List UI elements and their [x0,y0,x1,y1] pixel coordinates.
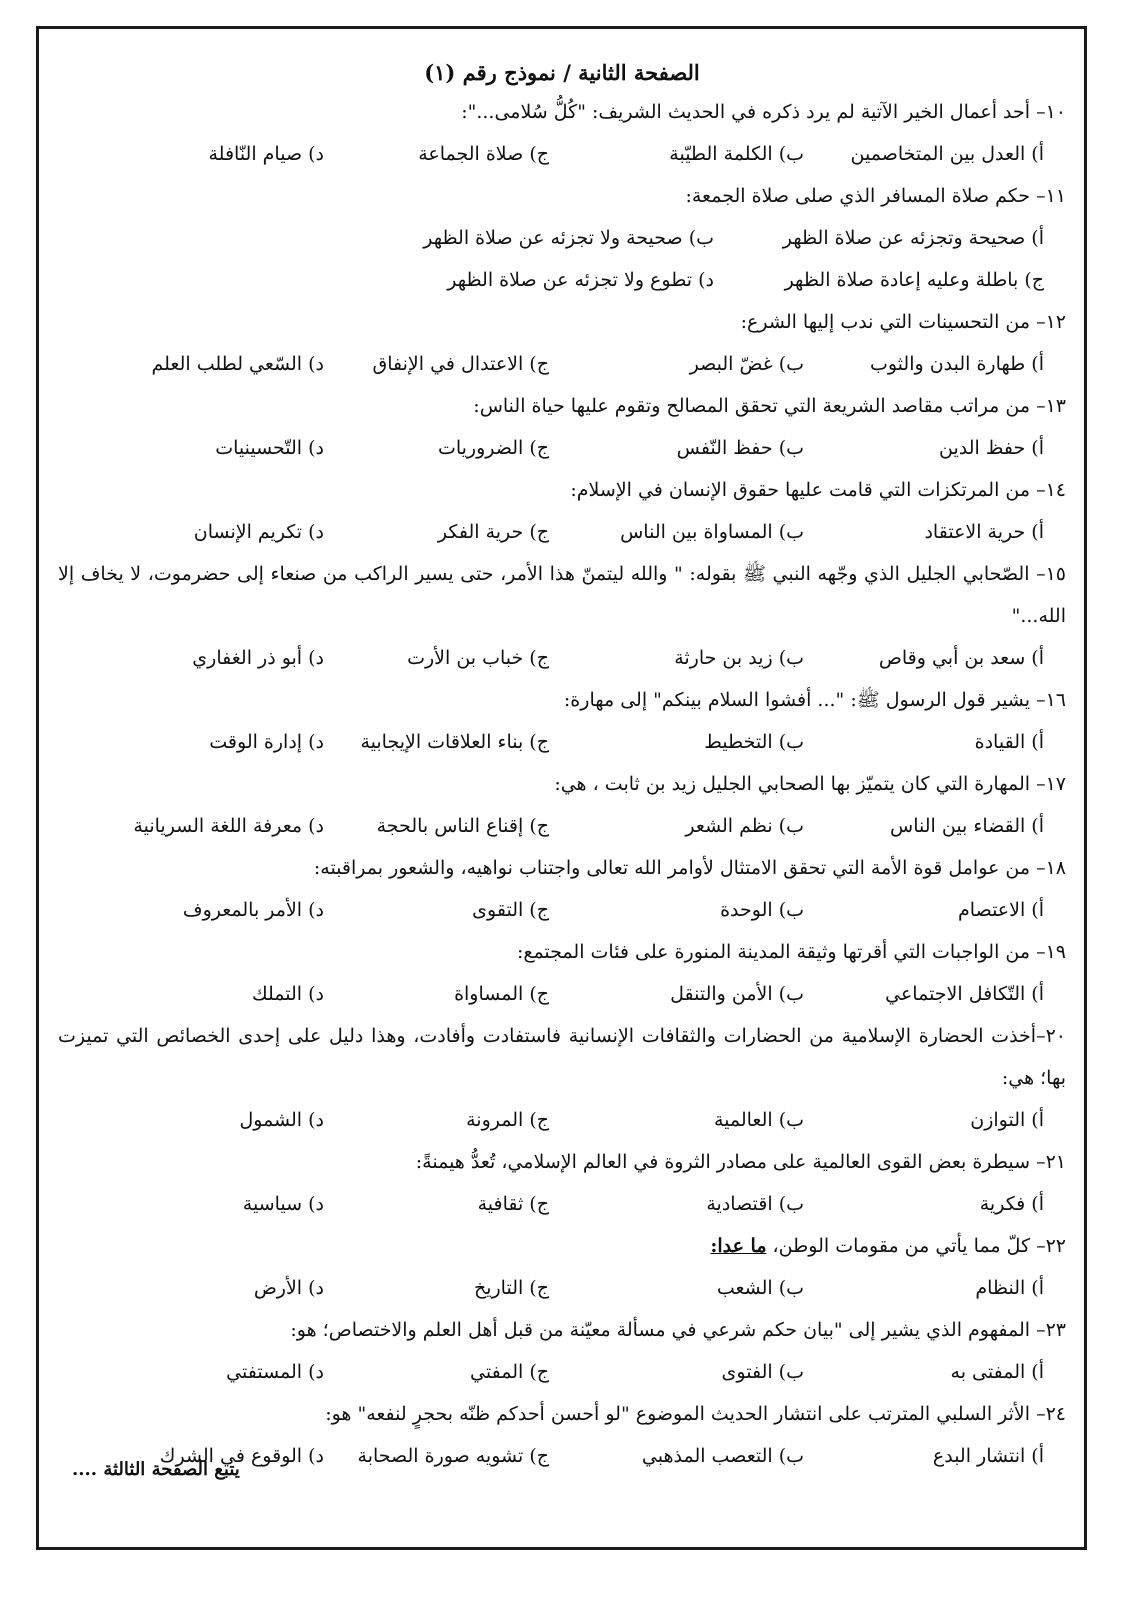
option-c: ج) التقوى [472,899,549,921]
options-q16 [58,721,1066,763]
option-d: د) سياسية [242,1193,324,1215]
option-a: أ) فكرية [979,1193,1044,1215]
options-q14 [58,511,1066,553]
option-d: د) السّعي لطلب العلم [151,353,324,375]
options-q15 [58,637,1066,679]
question-15: ١٥– الصّحابي الجليل الذي وجّهه النبي ﷺ بقوله: " والله ليتمنّ هذا الأمر، حتى يسير الراكب من صنعاء إلى حضرموت، لا يخاف إلا الله..." [58,563,1066,627]
option-c: ج) المفتي [470,1361,549,1383]
question-23: ٢٣– المفهوم الذي يشير إلى "بيان حكم شرعي في مسألة معيّنة من قبل أهل العلم والاختصاص؛ هو: [290,1319,1066,1341]
option-b: ب) التعصب المذهبي [641,1445,804,1467]
option-b: ب) الوحدة [720,899,804,921]
option-b: ب) الفتوى [721,1361,804,1383]
options-q21 [58,1183,1066,1225]
options-q23 [58,1351,1066,1393]
options-q18 [58,889,1066,931]
option-d: د) تكريم الإنسان [193,521,324,543]
question-22-text: ٢٢– كلّ مما يأتي من مقومات الوطن، [772,1235,1066,1257]
question-21: ٢١– سيطرة بعض القوى العالمية على مصادر الثروة في العالم الإسلامي، تُعدُّ هيمنةً: [415,1151,1066,1173]
question-10: ١٠– أحد أعمال الخير الآتية لم يرد ذكره في الحديث الشريف: "كُلُّ سُلامى...": [461,101,1066,123]
option-a: أ) انتشار البدع [932,1445,1044,1467]
option-b: ب) اقتصادية [706,1193,804,1215]
option-d: د) الوقوع في الشرك [159,1445,324,1467]
option-c: ج) خباب بن الأرت [407,647,549,669]
option-b: ب) الشعب [716,1277,804,1299]
option-c: ج) ثقافية [477,1193,549,1215]
option-b: ب) غضّ البصر [689,353,804,375]
option-b: ب) زيد بن حارثة [674,647,804,669]
option-c: ج) حرية الفكر [437,521,549,543]
option-b: ب) الكلمة الطيّبة [669,143,804,165]
option-c: ج) المرونة [466,1109,549,1131]
question-22 [58,1225,1066,1267]
option-d: د) صيام النّافلة [208,143,324,165]
options-q11-row2 [58,259,1066,301]
option-b: ب) حفظ النّفس [676,437,804,459]
question-14: ١٤– من المرتكزات التي قامت عليها حقوق الإنسان في الإسلام: [570,479,1066,501]
option-a: أ) الاعتصام [958,899,1044,921]
options-q11-row1 [58,217,1066,259]
option-d: د) المستفتي [226,1361,324,1383]
option-d: د) أبو ذر الغفاري [192,647,324,669]
question-16: ١٦– يشير قول الرسول ﷺ: "... أفشوا السلام بينكم" إلى مهارة: [563,689,1066,711]
option-b: ب) المساواة بين الناس [620,521,804,543]
option-a: أ) سعد بن أبي وقاص [878,647,1044,669]
option-a: أ) المفتى به [950,1361,1044,1383]
option-a: أ) حرية الاعتقاد [924,521,1044,543]
option-c: ج) بناء العلاقات الإيجابية [360,731,549,753]
option-b: ب) نظم الشعر [685,815,804,837]
option-c: ج) باطلة وعليه إعادة صلاة الظهر [784,269,1044,291]
option-b: ب) التخطيط [704,731,804,753]
option-a: أ) التوازن [970,1109,1044,1131]
exam-content [58,55,1066,1477]
question-17: ١٧– المهارة التي كان يتميّز بها الصحابي الجليل زيد بن ثابت ، هي: [554,773,1066,795]
options-q10 [58,133,1066,175]
option-d: د) تطوع ولا تجزئه عن صلاة الظهر [447,269,714,291]
continue-note: يتبع الصفحة الثالثة .... [72,1459,240,1480]
options-q22 [58,1267,1066,1309]
option-d: د) الأرض [253,1277,324,1299]
question-18: ١٨– من عوامل قوة الأمة التي تحقق الامتثال لأوامر الله تعالى واجتناب نواهيه، والشعور بمراقبته: [313,857,1066,879]
option-d: د) الأمر بالمعروف [182,899,324,921]
option-a: أ) التّكافل الاجتماعي [885,983,1044,1005]
option-a: أ) صحيحة وتجزئه عن صلاة الظهر [782,227,1044,249]
option-d: د) إدارة الوقت [209,731,324,753]
question-11: ١١– حكم صلاة المسافر الذي صلى صلاة الجمعة: [685,185,1066,207]
option-c: ج) إقناع الناس بالحجة [376,815,549,837]
option-a: أ) القيادة [974,731,1044,753]
option-d: د) التملك [251,983,324,1005]
option-a: أ) العدل بين المتخاصمين [850,143,1044,165]
footer-container [72,1452,240,1488]
option-c: ج) صلاة الجماعة [418,143,549,165]
option-a: أ) طهارة البدن والثوب [869,353,1044,375]
option-c: ج) الضروريات [437,437,549,459]
question-12: ١٢– من التحسينات التي ندب إليها الشرع: [740,311,1066,333]
option-d: د) التّحسينيات [215,437,324,459]
option-a: أ) النظام [975,1277,1044,1299]
options-q13 [58,427,1066,469]
page-title: الصفحة الثانية / نموذج رقم (١) [424,60,700,85]
option-c: ج) تشويه صورة الصحابة [357,1445,549,1467]
option-a: أ) القضاء بين الناس [890,815,1044,837]
option-d: د) الشمول [239,1109,324,1131]
options-q19 [58,973,1066,1015]
option-c: ج) الاعتدال في الإنفاق [372,353,549,375]
question-20: ٢٠–أخذت الحضارة الإسلامية من الحضارات والثقافات الإنسانية فاستفادت وأفادت، وهذا دليل على إحدى الخصائص التي تميزت بها؛ هي: [58,1025,1066,1089]
option-c: ج) التاريخ [473,1277,549,1299]
option-b: ب) الأمن والتنقل [670,983,804,1005]
option-a: أ) حفظ الدين [939,437,1044,459]
question-13: ١٣– من مراتب مقاصد الشريعة التي تحقق المصالح وتقوم عليها حياة الناس: [473,395,1066,417]
option-b: ب) العالمية [713,1109,804,1131]
options-q17 [58,805,1066,847]
question-24: ٢٤– الأثر السلبي المترتب على انتشار الحديث الموضوع "لو أحسن أحدكم ظنّه بحجرٍ لنفعه" هو: [325,1403,1066,1425]
options-q20 [58,1099,1066,1141]
option-b: ب) صحيحة ولا تجزئه عن صلاة الظهر [423,227,714,249]
options-q12 [58,343,1066,385]
option-c: ج) المساواة [454,983,549,1005]
question-19: ١٩– من الواجبات التي أقرتها وثيقة المدينة المنورة على فئات المجتمع: [516,941,1066,963]
option-d: د) معرفة اللغة السريانية [133,815,324,837]
question-22-emphasis: ما عدا: [710,1235,767,1257]
